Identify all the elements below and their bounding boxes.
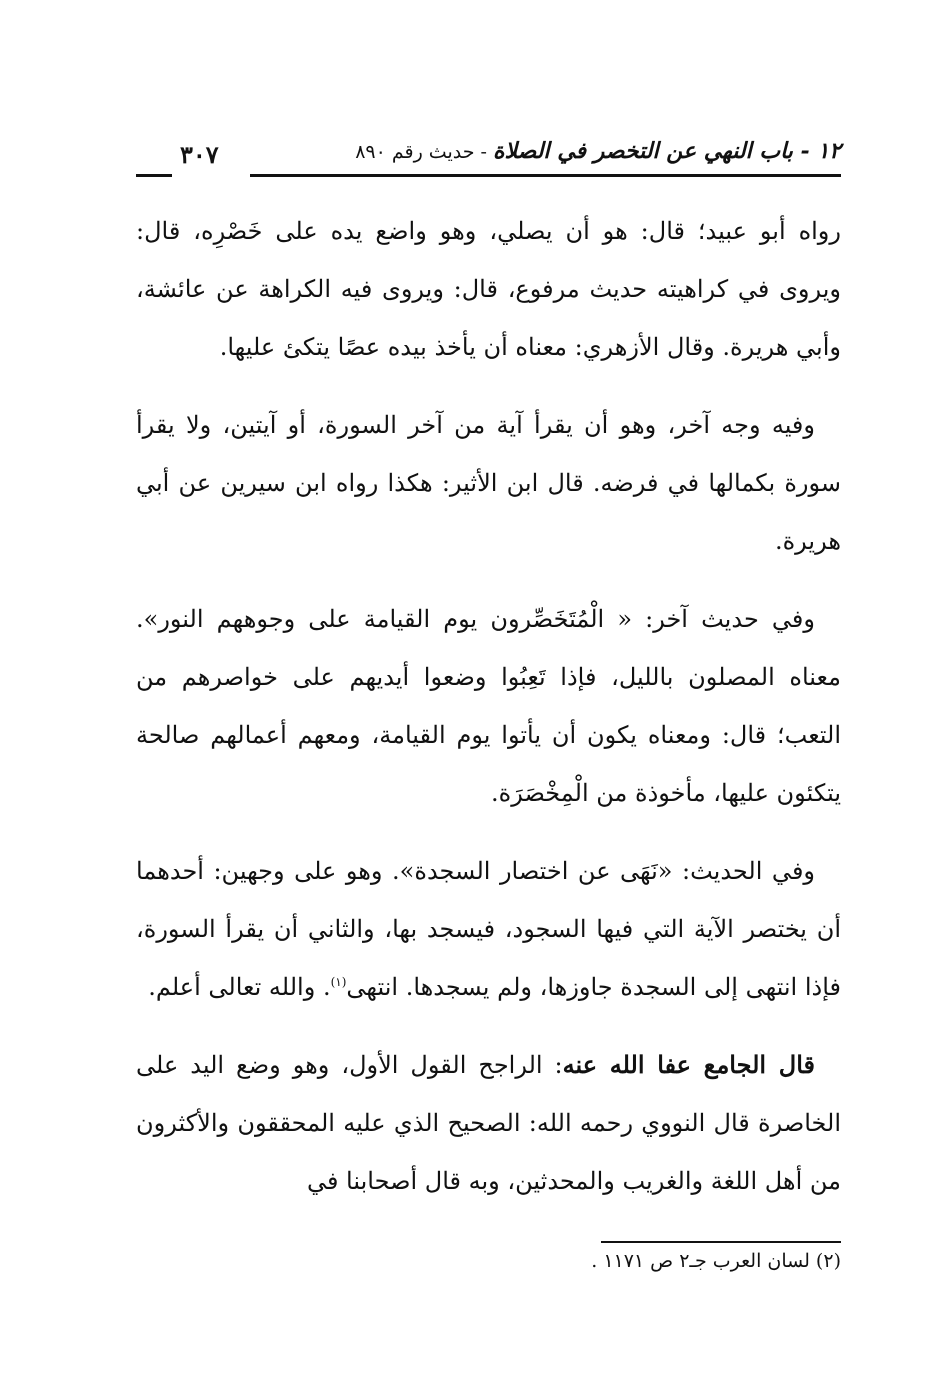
footnote: (٢) لسان العرب جـ٢ ص ١١٧١ . bbox=[591, 1250, 841, 1272]
footnote-marker: (١) bbox=[330, 975, 347, 989]
paragraph-1: رواه أبو عبيد؛ قال: هو أن يصلي، وهو واضع يده على خَصْرِه، قال: ويروى في كراهيته حديث مرفوع، قال: ويروى فيه الكراهة عن عائشة، وأبي هريرة. وقال الأزهري: معناه أن يأخذ بيده عصًا يتكئ عليها. bbox=[136, 217, 841, 361]
page-number-dash bbox=[136, 174, 172, 177]
chapter-title bbox=[355, 138, 841, 164]
main-text bbox=[136, 202, 841, 1230]
paragraph-5 bbox=[136, 1036, 841, 1210]
paragraph-4-text: وفي الحديث: «نَهَى عن اختصار السجدة». وهو على وجهين: أحدهما أن يختصر الآية التي فيها السجود، فيسجد بها، والثاني أن يقرأ السورة، فإذا انتهى إلى السجدة جاوزها، ولم يسجدها. انتهى bbox=[136, 857, 841, 1001]
paragraph-2: وفيه وجه آخر، وهو أن يقرأ آية من آخر السورة، أو آيتين، ولا يقرأ سورة بكمالها في فرضه. قال ابن الأثير: هكذا رواه ابن سيرين عن أبي هريرة. bbox=[136, 411, 841, 555]
compiler-lead: قال الجامع عفا الله عنه bbox=[562, 1050, 815, 1079]
paragraph-5-text: : الراجح القول الأول، وهو وضع اليد على الخاصرة قال النووي رحمه الله: الصحيح الذي عليه المحققون والأكثرون من أهل اللغة والغريب والمحدثين، وبه قال أصحابنا في bbox=[136, 1051, 841, 1195]
paragraph-4 bbox=[136, 842, 841, 1016]
hadith-reference: - حديث رقم ٨٩٠ bbox=[355, 141, 493, 163]
page-number: ٣٠٧ bbox=[180, 140, 219, 169]
paragraph-3: وفي حديث آخر: « الْمُتَخَصِّرون يوم القيامة على وجوههم النور». معناه المصلون بالليل، فإذا تَعِبُوا وضعوا أيديهم على خواصرهم من التعب؛ قال: ومعناه يكون أن يأتوا يوم القيامة، ومعهم أعمالهم صالحة يتكئون عليها، مأخوذة من الْمِخْصَرَة. bbox=[136, 605, 841, 807]
running-header bbox=[136, 138, 841, 186]
footnote-rule bbox=[601, 1241, 841, 1243]
header-rule bbox=[250, 174, 841, 177]
chapter-title-text: ١٢ - باب النهي عن التخصر في الصلاة bbox=[492, 138, 841, 164]
paragraph-4-closing: . والله تعالى أعلم. bbox=[148, 973, 331, 1001]
